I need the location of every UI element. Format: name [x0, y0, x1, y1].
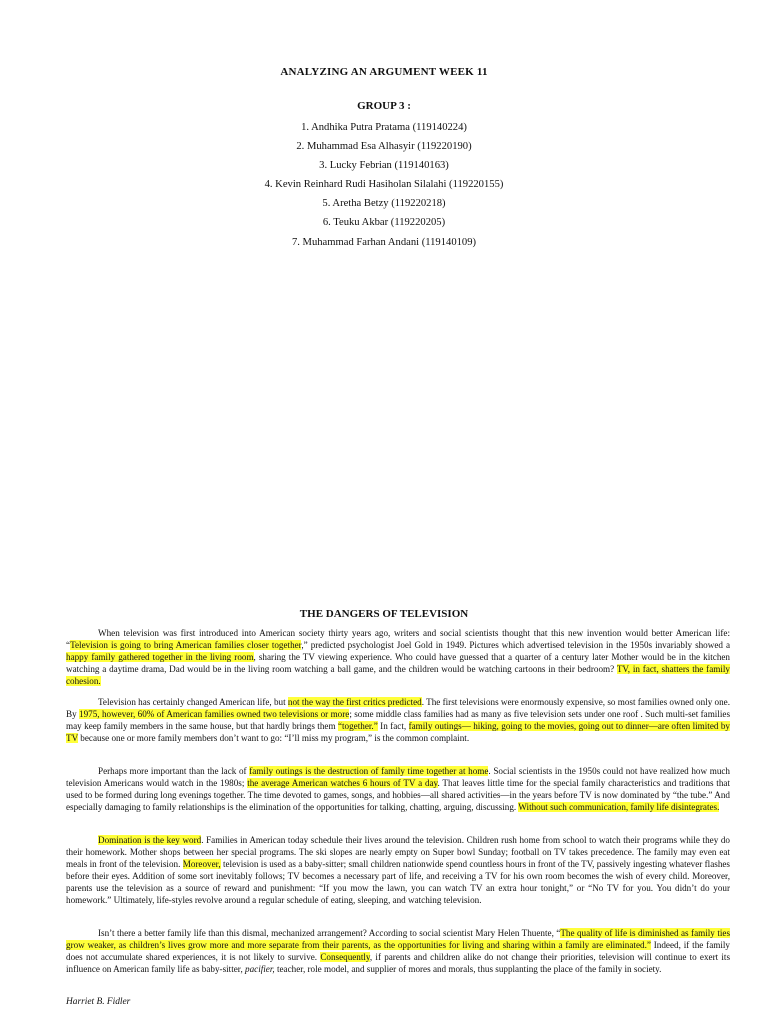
- member-item: 6. Teuku Akbar (119220205): [322, 217, 446, 229]
- essay-title: THE DANGERS OF TELEVISION: [299, 608, 469, 620]
- member-item: 1. Andhika Putra Pratama (119140224): [301, 122, 467, 133]
- text-run: Indeed, if the family does not accumulate shared experiences, it is not likely to survive.: [66, 939, 730, 962]
- member-item: 7. Muhammad Farhan Andani (119140109): [291, 236, 477, 248]
- highlighted-text: the average American watches 6 hours of TV a day: [247, 777, 438, 788]
- essay-paragraph-1: [66, 628, 730, 688]
- member-item: 3. Lucky Febrian (119140163): [319, 160, 449, 172]
- text-run: . Social scientists in the 1950s could not have realized how much television Americans would watch in the 1980s;: [66, 766, 730, 788]
- member-list: [0, 118, 768, 252]
- highlighted-text: not the way the first critics predicted: [287, 697, 422, 707]
- text-run: , sharing the TV viewing experience. Who could have guessed that a quarter of a century later Mother would be in the kitchen watching a daytime drama, Dad would be in the living room watching a ball game, and the children would be watching cartoons in their bedroom?: [66, 651, 730, 674]
- text-run: , if parents and children alike do not change their priorities, television will continue to exert its influence on American family life as baby-sitter,: [66, 951, 730, 974]
- text-run: In fact,: [377, 720, 409, 731]
- highlighted-text: family outings is the destruction of family time together at home: [249, 766, 489, 776]
- text-run: Isn’t there a better family life than this dismal, mechanized arrangement? According to social scientist Mary Helen Thuente, “: [98, 928, 561, 938]
- member-item: 4. Kevin Reinhard Rudi Hasiholan Silalahi (119220155): [264, 179, 504, 191]
- essay-paragraph-3: [66, 766, 730, 814]
- text-run: . That leaves little time for the special family characteristics and traditions that used to be formed during long evenings together. The time devoted to games, songs, and hobbies—all shared activities—in the years before TV is now dominated by “the tube.” And especially damaging to family relationships is the elimination of the opportunities for talking, chatting, arguing, discussing.: [66, 777, 730, 812]
- highlighted-text: 1975, however, 60% of American families owned two televisions or more: [79, 708, 350, 719]
- group-label: GROUP 3 :: [357, 100, 411, 112]
- highlighted-text: Without such communication, family life disintegrates.: [518, 801, 720, 812]
- text-run: ,” predicted psychologist Joel Gold in 1949. Pictures which advertised television in the 1950s invariably showed a: [301, 639, 730, 650]
- text-run: television is used as a baby-sitter; small children nationwide spend countless hours in front of the TV, passively ingesting whatever flashes before their eyes. Addition of some sort inevitably follows; TV becomes a necessary part of life, and receiving a TV for his own room becomes the wish of every child. Moreover, parents use the television as a source of reward and punishment: “If you mow the lawn, you can watch TV an extra hour tonight,” or “No TV for you. You didn’t do your homework.” Ultimately, life-styles revolve around a regular schedule of eating, sleeping, and watching television.: [66, 858, 730, 905]
- text-run: ; some middle class families had as many as five television sets under one roof . Such multi-set families may keep family members in the same house, but that hardly brings them: [66, 708, 731, 731]
- highlighted-text: Television is going to bring American families closer together: [70, 639, 302, 650]
- essay-paragraph-2: [66, 697, 730, 745]
- author-signature: Harriet B. Fidler: [66, 997, 131, 1007]
- highlighted-text: Moreover,: [182, 858, 221, 869]
- highlighted-text: “together.”: [337, 720, 378, 731]
- essay-paragraph-4: [66, 835, 730, 906]
- highlighted-text: happy family gathered together in the living room: [66, 651, 254, 662]
- highlighted-text: Domination is the key word: [98, 835, 202, 845]
- highlighted-text: family outings— hiking, going to the movies, going out to dinner—are often limited by TV: [66, 720, 730, 743]
- text-run: . The first televisions were enormously expensive, so most families owned only one. By: [66, 697, 731, 719]
- text-run: Perhaps more important than the lack of: [98, 766, 250, 776]
- member-item: 5. Aretha Betzy (119220218): [322, 198, 446, 210]
- highlighted-text: TV, in fact, shatters the family cohesion.: [66, 663, 730, 686]
- text-run: because one or more family members don’t want to go: “I’ll miss my program,” is the common complaint.: [78, 732, 470, 743]
- text-run: pacifier,: [245, 963, 275, 974]
- text-run: When television was first introduced into American society thirty years ago, writers and social scientists thought that this new invention would better American life: “: [66, 628, 730, 650]
- member-item: 2. Muhammad Esa Alhasyir (119220190): [296, 141, 472, 153]
- highlighted-text: The quality of life is diminished as family ties grow weaker, as children’s lives grow more and more separate from their parents, as the opportunities for living and sharing within a family are eliminated.”: [66, 928, 730, 950]
- text-run: teacher, role model, and supplier of mores and morals, thus supplanting the place of the family in society.: [274, 963, 662, 974]
- highlighted-text: Consequently: [320, 951, 370, 962]
- document-title: ANALYZING AN ARGUMENT WEEK 11: [280, 66, 488, 78]
- essay-paragraph-5: [66, 928, 730, 976]
- text-run: Television has certainly changed American life, but: [98, 697, 288, 707]
- text-run: . Families in American today schedule their lives around the television. Children rush home from school to watch their programs while they do their homework. Mother shops between her special programs. The ski slopes are nearly empty on Super bowl Sunday; football on TV takes precedence. The family may even eat meals in front of the television.: [66, 835, 730, 869]
